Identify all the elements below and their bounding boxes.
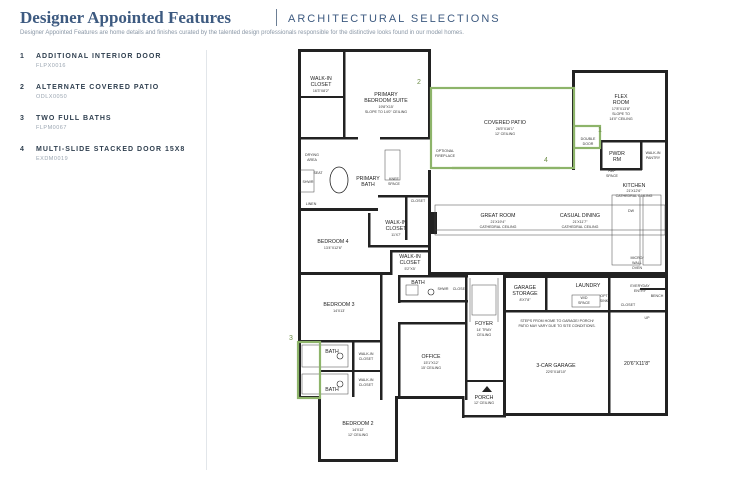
callout-4: 4	[544, 157, 548, 164]
svg-text:ROOM: ROOM	[612, 100, 630, 106]
svg-text:PATIO MAY VARY DUE TO SITE CON: PATIO MAY VARY DUE TO SITE CONDITIONS.	[518, 324, 596, 328]
svg-text:14'0" CEILING: 14'0" CEILING	[609, 117, 633, 121]
svg-text:FLEX: FLEX	[614, 94, 628, 100]
svg-text:11'X7': 11'X7'	[391, 233, 401, 237]
feature-number: 3	[20, 115, 24, 122]
svg-text:19'8"X15': 19'8"X15'	[378, 105, 394, 109]
closet-label: CLOSET	[410, 199, 426, 203]
svg-text:SPACE: SPACE	[388, 182, 400, 186]
feature-number: 1	[20, 53, 24, 60]
svg-text:REF: REF	[608, 169, 616, 173]
svg-text:WALK-IN: WALK-IN	[310, 76, 332, 82]
page-description: Designer Appointed Features are home details and finishes curated by the talented design professionals responsible for the distinctive looks found in our model homes.	[20, 30, 464, 36]
bench-label: BENCH	[650, 294, 664, 298]
svg-text:CASUAL DINING: CASUAL DINING	[559, 213, 601, 219]
svg-text:5'2"X5': 5'2"X5'	[404, 267, 416, 271]
room-3-car-garage	[536, 363, 576, 374]
micro-oven-label	[631, 256, 644, 270]
room-bath-bottom: BATH	[325, 387, 339, 393]
svg-text:BATH: BATH	[361, 182, 375, 188]
steps-note	[518, 319, 595, 328]
room-bedroom-4	[317, 239, 348, 250]
room-bath-top: BATH	[325, 349, 339, 355]
svg-text:EVERYDAY: EVERYDAY	[630, 284, 650, 288]
svg-text:BEDROOM SUITE: BEDROOM SUITE	[364, 98, 408, 104]
svg-text:CLOSET: CLOSET	[385, 226, 407, 232]
room-walkin-pantry	[646, 151, 661, 160]
svg-text:WALK-IN: WALK-IN	[385, 220, 407, 226]
feature-title: ALTERNATE COVERED PATIO	[36, 84, 160, 91]
room-primary-bath	[356, 176, 380, 188]
svg-text:CATHEDRAL CEILING: CATHEDRAL CEILING	[561, 225, 599, 229]
page-title: Designer Appointed Features	[20, 8, 231, 27]
svg-text:WALL: WALL	[632, 261, 642, 265]
opt-sink-label	[600, 294, 609, 303]
svg-text:KITCHEN: KITCHEN	[622, 183, 646, 189]
room-walkin-closet-mid	[385, 220, 407, 237]
svg-text:22'6"X18'10": 22'6"X18'10"	[545, 370, 567, 374]
double-door-label	[581, 137, 596, 146]
svg-text:DOOR: DOOR	[582, 142, 594, 146]
svg-text:WALK-IN: WALK-IN	[358, 378, 374, 382]
svg-text:SPACE: SPACE	[578, 301, 590, 305]
svg-text:OPT: OPT	[600, 294, 608, 298]
svg-text:CEILING: CEILING	[476, 333, 492, 337]
svg-text:SLOPE TO: SLOPE TO	[612, 112, 630, 116]
svg-text:BEDROOM 3: BEDROOM 3	[323, 302, 355, 308]
svg-text:CLOSET: CLOSET	[399, 260, 421, 266]
svg-text:16'3"X8'2": 16'3"X8'2"	[312, 89, 330, 93]
seat-label: SEAT	[313, 171, 323, 175]
callout-2: 2	[417, 79, 421, 86]
svg-text:17'8"X13'8": 17'8"X13'8"	[611, 107, 631, 111]
svg-text:CLOSET: CLOSET	[310, 82, 332, 88]
optional-fireplace-label	[435, 149, 456, 158]
svg-text:WALK-IN: WALK-IN	[358, 352, 374, 356]
svg-text:PWDR: PWDR	[609, 151, 625, 157]
svg-text:12' CEILING: 12' CEILING	[473, 401, 495, 405]
svg-text:WALK-IN: WALK-IN	[399, 254, 421, 260]
shwr2-label: SHWR	[437, 287, 449, 291]
feature-code: ODLX0050	[36, 94, 68, 100]
svg-text:MICRO/: MICRO/	[630, 256, 644, 260]
svg-text:KNEE: KNEE	[389, 177, 399, 181]
up-label: UP	[644, 316, 650, 320]
room-bedroom-3	[323, 302, 354, 313]
room-office	[421, 354, 441, 370]
svg-text:14'X12': 14'X12'	[352, 428, 364, 432]
svg-text:PORCH: PORCH	[474, 395, 494, 401]
svg-text:15' CEILING: 15' CEILING	[420, 366, 442, 370]
svg-text:COVERED PATIO: COVERED PATIO	[484, 120, 526, 126]
svg-text:OVEN: OVEN	[631, 266, 643, 270]
room-walkin-closet-b4	[399, 254, 421, 271]
shwr-label: SHWR	[302, 180, 314, 184]
svg-text:14'X13': 14'X13'	[333, 309, 345, 313]
feature-number: 4	[20, 146, 24, 153]
room-primary-bedroom	[364, 92, 408, 114]
svg-text:SLOPE TO 14'0" CEILING: SLOPE TO 14'0" CEILING	[364, 110, 408, 114]
closet2-label: CLOSET	[452, 287, 468, 291]
room-walkin-closet-primary	[310, 76, 332, 93]
svg-text:OFFICE: OFFICE	[421, 354, 441, 360]
feature-title: TWO FULL BATHS	[36, 115, 112, 122]
room-laundry: LAUNDRY	[575, 283, 601, 289]
svg-text:21'X11'7": 21'X11'7"	[572, 220, 588, 224]
svg-text:WALK-IN: WALK-IN	[645, 151, 661, 155]
svg-text:3-CAR GARAGE: 3-CAR GARAGE	[536, 363, 576, 369]
svg-text:ENTRY: ENTRY	[633, 289, 647, 293]
wd-space-label	[578, 296, 591, 305]
feature-code: FLPM0067	[36, 125, 67, 131]
room-flex	[609, 94, 633, 121]
svg-text:21'X12'6": 21'X12'6"	[626, 189, 642, 193]
svg-text:PANTRY: PANTRY	[645, 156, 661, 160]
room-garage-storage	[512, 285, 538, 302]
svg-text:STEPS FROM HOME TO GARAGE/ POR: STEPS FROM HOME TO GARAGE/ PORCH/	[520, 319, 594, 323]
svg-text:CLOSET: CLOSET	[358, 357, 374, 361]
svg-text:14' TRAY: 14' TRAY	[476, 328, 492, 332]
feature-title: MULTI-SLIDE STACKED DOOR 15X8	[36, 146, 186, 153]
svg-text:CATHEDRAL CEILING: CATHEDRAL CEILING	[615, 194, 653, 198]
svg-text:CATHEDRAL CEILING: CATHEDRAL CEILING	[479, 225, 517, 229]
room-garage-side: 20'6"X11'8"	[623, 361, 651, 367]
page-subtitle: ARCHITECTURAL SELECTIONS	[288, 13, 501, 25]
room-porch	[474, 395, 494, 405]
room-casual-dining	[560, 213, 600, 229]
svg-text:FIREPLACE: FIREPLACE	[435, 154, 455, 158]
svg-text:21'X19'4": 21'X19'4"	[490, 220, 506, 224]
room-kitchen	[616, 183, 653, 198]
feature-code: FLPX0016	[36, 63, 66, 69]
room-foyer	[475, 321, 493, 337]
svg-text:SINK: SINK	[599, 299, 609, 303]
svg-text:FOYER: FOYER	[475, 321, 493, 327]
svg-text:W/D: W/D	[580, 296, 588, 300]
room-walkin-closet-b2a	[359, 352, 374, 361]
room-great-room	[480, 213, 517, 229]
room-hall-bath: BATH	[411, 280, 425, 286]
svg-text:8'X7'8": 8'X7'8"	[519, 298, 531, 302]
feature-3-outline	[298, 342, 320, 398]
svg-text:SPACE: SPACE	[606, 174, 618, 178]
linen-label: LINEN	[305, 202, 317, 206]
svg-text:OPTIONAL: OPTIONAL	[435, 149, 455, 153]
svg-text:DRYING: DRYING	[305, 153, 319, 157]
closet3-label: CLOSET	[620, 303, 636, 307]
svg-text:26'5"X16'1": 26'5"X16'1"	[495, 127, 515, 131]
svg-text:PRIMARY: PRIMARY	[356, 176, 380, 182]
callout-1: 1	[598, 127, 602, 134]
room-pwdr	[609, 151, 625, 163]
svg-text:12' CEILING: 12' CEILING	[347, 433, 369, 437]
svg-text:BEDROOM 4: BEDROOM 4	[317, 239, 349, 245]
svg-text:PRIMARY: PRIMARY	[374, 92, 398, 98]
knee-space-label	[388, 177, 401, 186]
svg-text:CLOSET: CLOSET	[358, 383, 374, 387]
feature-code: EXDM0019	[36, 156, 69, 162]
svg-text:13'4"X12'6": 13'4"X12'6"	[323, 246, 343, 250]
svg-text:STORAGE: STORAGE	[512, 291, 538, 297]
svg-text:GREAT ROOM: GREAT ROOM	[480, 213, 516, 219]
svg-text:DOUBLE: DOUBLE	[580, 137, 596, 141]
svg-text:12' CEILING: 12' CEILING	[494, 132, 516, 136]
room-covered-patio	[484, 120, 526, 136]
svg-text:15'1"X12': 15'1"X12'	[423, 361, 439, 365]
feature-number: 2	[20, 84, 24, 91]
svg-text:AREA: AREA	[307, 158, 317, 162]
room-walkin-closet-b2b	[359, 378, 374, 387]
svg-text:RM: RM	[612, 157, 622, 163]
drying-area-label	[305, 153, 319, 162]
callout-3: 3	[289, 335, 293, 342]
svg-text:GARAGE: GARAGE	[513, 285, 537, 291]
dw-label: DW	[628, 209, 634, 213]
room-bedroom-2	[342, 421, 373, 437]
svg-text:BEDROOM 2: BEDROOM 2	[342, 421, 374, 427]
feature-title: ADDITIONAL INTERIOR DOOR	[36, 53, 162, 60]
